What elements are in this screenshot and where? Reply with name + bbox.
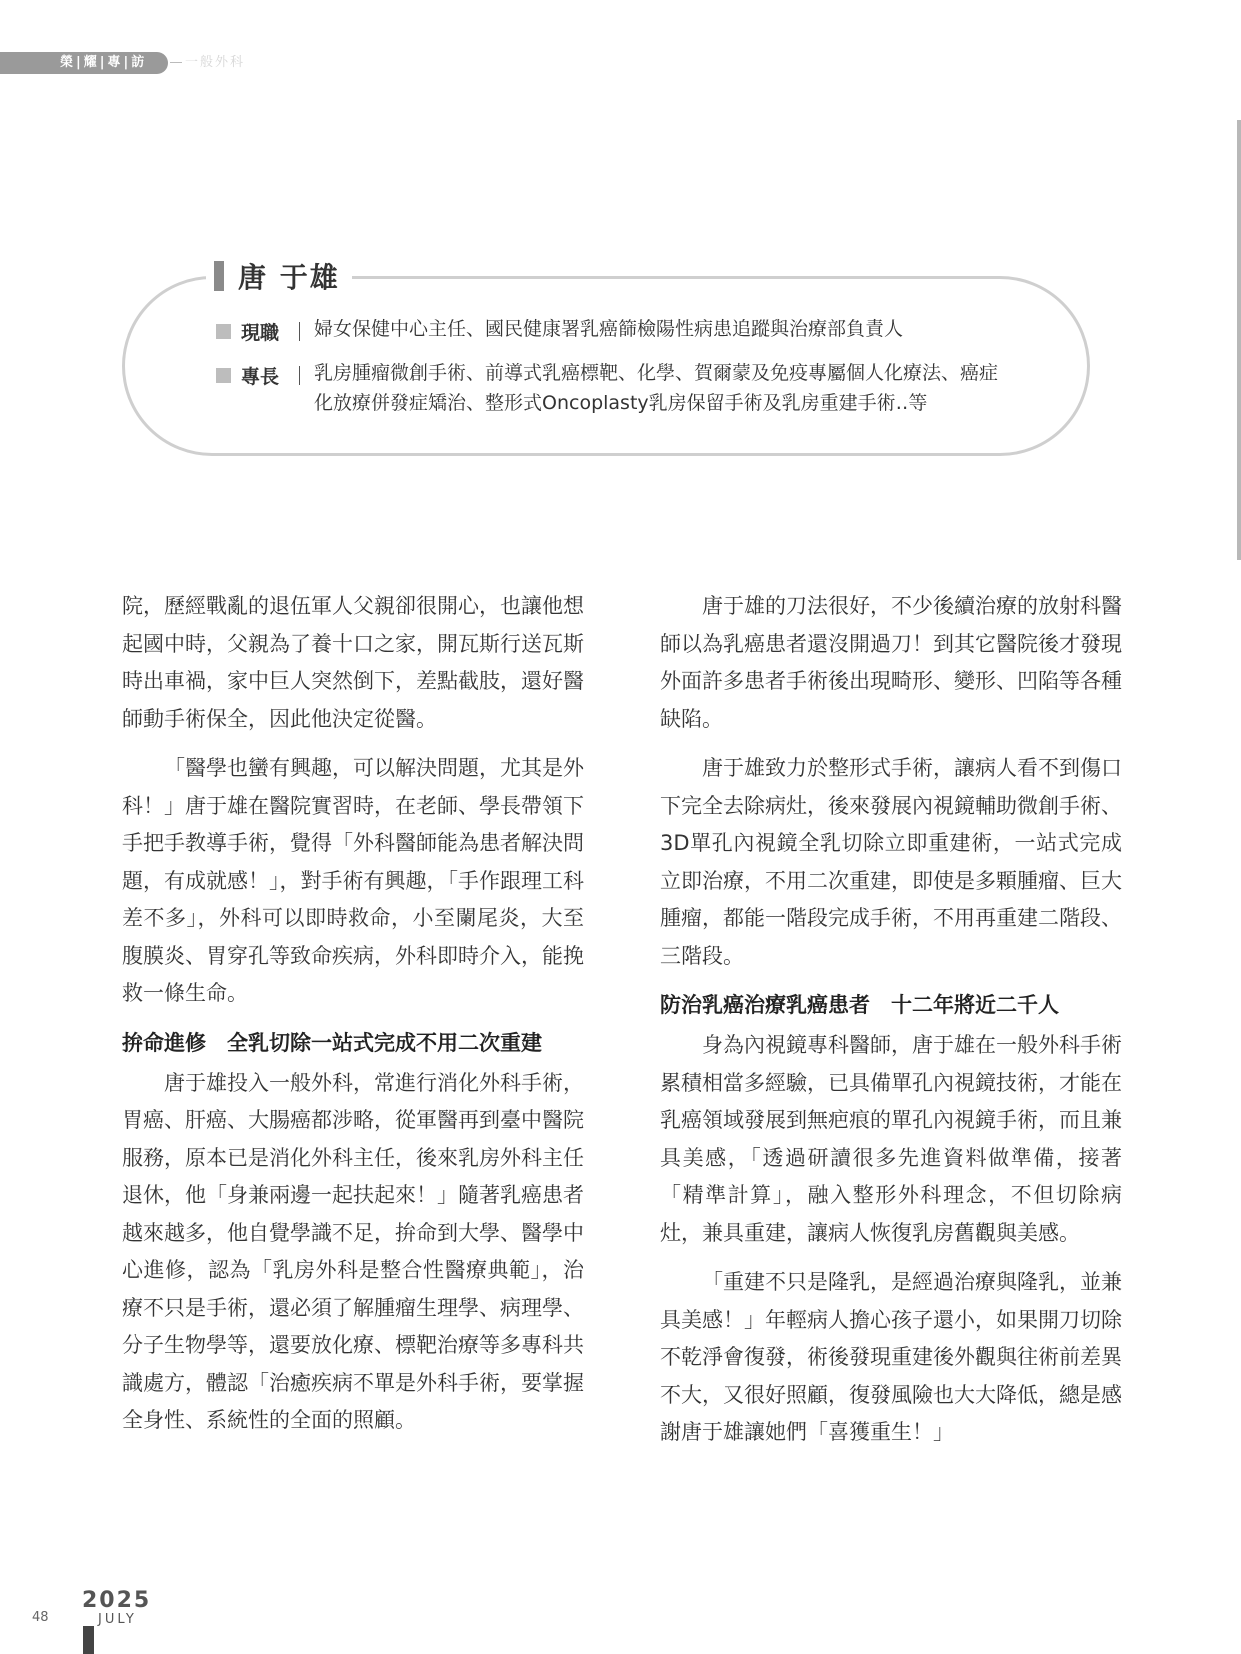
left-paragraph-3: 唐于雄投入一般外科，常進行消化外科手術，胃癌、肝癌、大腸癌都涉略，從軍醫再到臺中醫院服務，原本已是消化外科主任，後來乳房外科主任退休，他「身兼兩邊一起扶起來！」隨著乳癌患者越來越多，他自覺學識不足，拚命到大學、醫學中心進修，認為「乳房外科是整合性醫療典範」，治療不只是手術，還必須了解腫瘤生理學、病理學、分子生物學等，還要放化療、標靶治療等多專科共識處方，體認「治癒疾病不單是外科手術，要掌握全身性、系統性的全面的照顧。	[122, 1070, 584, 1432]
name-accent-bar	[214, 261, 224, 291]
right-paragraph-1: 唐于雄的刀法很好，不少後續治療的放射科醫師以為乳癌患者還沒開過刀！到其它醫院後才發現外面許多患者手術後出現畸形、變形、凹陷等各種缺陷。	[660, 594, 1122, 731]
section-label: 榮|耀|專|訪	[60, 55, 148, 70]
expertise-value	[314, 358, 998, 418]
label-separator	[299, 322, 300, 341]
right-paragraph-2: 唐于雄致力於整形式手術，讓病人看不到傷口下完全去除病灶，後來發展內視鏡輔助微創手術、3D單孔內視鏡全乳切除立即重建術，一站式完成立即治療，不用二次重建，即使是多顆腫瘤、巨大腫瘤，都能一階段完成手術，不用再重建二階段、三階段。	[660, 756, 1122, 968]
position-value: 婦女保健中心主任、國民健康署乳癌篩檢陽性病患追蹤與治療部負責人	[314, 318, 904, 340]
square-bullet-icon	[216, 324, 231, 339]
left-paragraph-2: 「醫學也蠻有興趣，可以解決問題，尤其是外科！」唐于雄在醫院實習時，在老師、學長帶領下手把手教導手術，覺得「外科醫師能為患者解決問題，有成就感！」，對手術有興趣，「手作跟理工科差不多」，外科可以即時救命，小至闌尾炎，大至腹膜炎、胃穿孔等致命疾病，外科即時介入，能挽救一條生命。	[122, 756, 584, 1005]
right-paragraph-4: 「重建不只是隆乳，是經過治療與隆乳，並兼具美感！」年輕病人擔心孩子還小，如果開刀切除不乾淨會復發，術後發現重建後外觀與往術前差異不大，又很好照顧，復發風險也大大降低，總是感謝唐于雄讓她們「喜獲重生！」	[660, 1270, 1122, 1444]
position-row	[216, 318, 903, 345]
square-bullet-icon	[216, 368, 231, 383]
page-number: 48	[32, 1610, 49, 1625]
issue-year: 2025	[82, 1588, 152, 1613]
expertise-line-2: 化放療併發症矯治、整形式Oncoplasty乳房保留手術及乳房重建手術‥等	[314, 392, 928, 414]
right-paragraph-3: 身為內視鏡專科醫師，唐于雄在一般外科手術累積相當多經驗，已具備單孔內視鏡技術，才能在乳癌領域發展到無疤痕的單孔內視鏡手術，而且兼具美感，「透過研讀很多先進資料做準備，接著「精準計算」，融入整形外科理念，不但切除病灶，兼具重建，讓病人恢復乳房舊觀與美感。	[660, 1033, 1122, 1245]
right-column	[660, 588, 1122, 1464]
expertise-row	[216, 362, 998, 418]
profile-name-header	[206, 258, 352, 294]
footer-accent-bar	[83, 1626, 94, 1654]
label-separator	[299, 366, 300, 385]
expertise-line-1: 乳房腫瘤微創手術、前導式乳癌標靶、化學、賀爾蒙及免疫專屬個人化療法、癌症	[314, 362, 999, 384]
page-edge-marker	[1237, 120, 1241, 560]
doctor-name: 唐 于雄	[238, 261, 340, 294]
issue-month: JULY	[98, 1612, 137, 1627]
right-section-heading: 防治乳癌治療乳癌患者 十二年將近二千人	[660, 993, 1059, 1017]
left-paragraph-1: 院，歷經戰亂的退伍軍人父親卻很開心，也讓他想起國中時，父親為了養十口之家，開瓦斯行送瓦斯時出車禍，家中巨人突然倒下，差點截肢，還好醫師動手術保全，因此他決定從醫。	[122, 594, 584, 731]
section-subtitle: 一般外科	[185, 55, 246, 70]
left-column	[122, 588, 584, 1452]
left-section-heading: 拚命進修 全乳切除一站式完成不用二次重建	[122, 1030, 542, 1055]
position-label: 現職	[241, 322, 280, 344]
section-divider	[170, 62, 182, 63]
expertise-label: 專長	[241, 366, 280, 388]
